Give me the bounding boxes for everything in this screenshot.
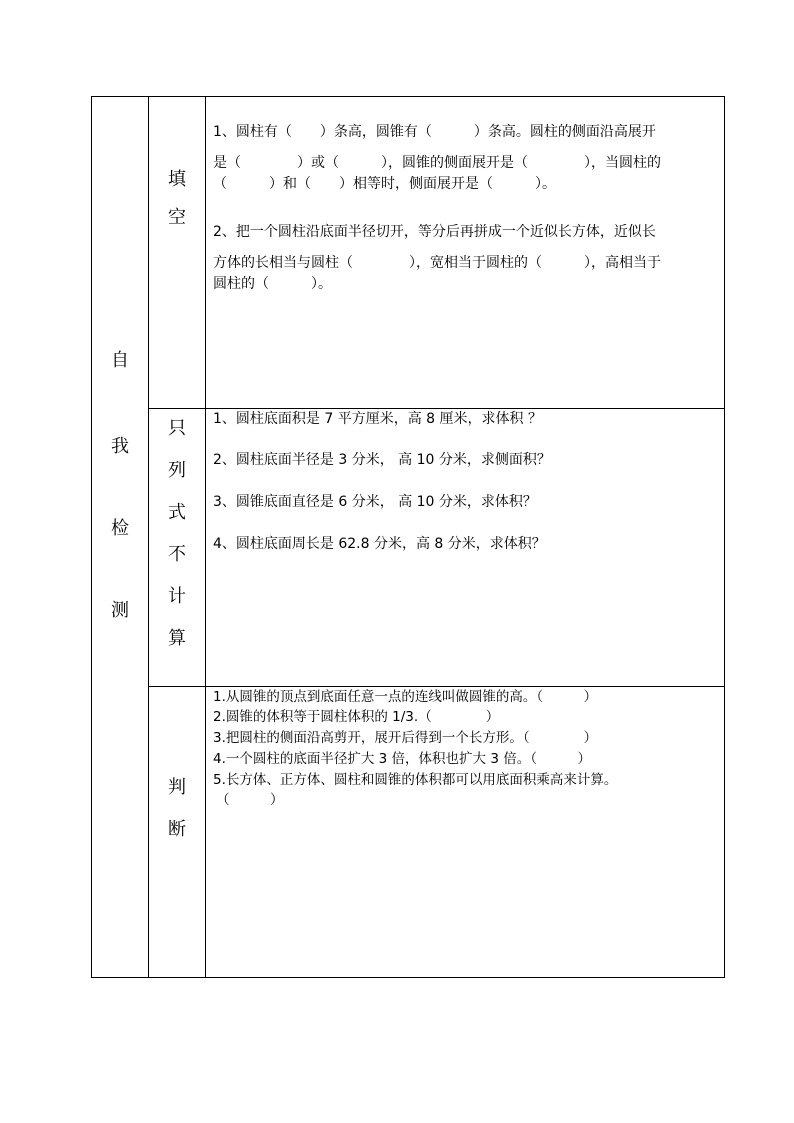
category-char: 列 bbox=[168, 460, 186, 481]
judge-item: 1.从圆锥的顶点到底面任意一点的连线叫做圆锥的高。（ ） bbox=[213, 689, 598, 705]
fill-blank-q2-line: 圆柱的（ ）。 bbox=[213, 276, 332, 292]
section-label-char: 我 bbox=[111, 436, 129, 457]
judge-item: 5.长方体、正方体、圆柱和圆锥的体积都可以用底面积乘高来计算。 bbox=[213, 772, 618, 788]
judge-item-answer: （ ） bbox=[216, 792, 284, 808]
formula-item: 2、圆柱底面半径是 3 分米， 高 10 分米，求侧面积？ bbox=[213, 452, 551, 468]
category-char: 算 bbox=[168, 628, 186, 649]
judge-item: 2.圆锥的体积等于圆柱体积的 1/3.（ ） bbox=[213, 709, 500, 725]
category-char: 填 bbox=[168, 169, 186, 190]
fill-blank-q1-line: 1、圆柱有（ ）条高，圆锥有（ ）条高。圆柱的侧面沿高展开 bbox=[213, 124, 656, 140]
category-char: 断 bbox=[168, 819, 186, 840]
formula-item: 3、圆锥底面直径是 6 分米， 高 10 分米，求体积？ bbox=[213, 494, 537, 510]
fill-blank-q1-line: 是（ ）或（ ），圆锥的侧面展开是（ ），当圆柱的 bbox=[213, 155, 661, 171]
table-divider-row1 bbox=[148, 408, 725, 409]
category-char: 式 bbox=[168, 502, 186, 523]
category-char: 不 bbox=[168, 544, 186, 565]
category-judge bbox=[149, 779, 205, 839]
category-char: 判 bbox=[168, 777, 186, 798]
fill-blank-q2-line: 方体的长相当与圆柱（ ），宽相当于圆柱的（ ），高相当于 bbox=[213, 255, 661, 271]
formula-item: 4、圆柱底面周长是 62.8 分米，高 8 分米，求体积？ bbox=[213, 536, 546, 552]
section-label-char: 自 bbox=[111, 350, 129, 371]
category-fill-blank bbox=[149, 171, 205, 227]
section-label-char: 检 bbox=[111, 518, 129, 539]
table-divider-row2 bbox=[148, 686, 725, 687]
formula-item: 1、圆柱底面积是 7 平方厘米，高 8 厘米，求体积 ？ bbox=[213, 411, 542, 427]
section-label bbox=[92, 352, 148, 620]
category-formula-only bbox=[149, 420, 205, 648]
category-char: 计 bbox=[168, 586, 186, 607]
category-char: 空 bbox=[168, 207, 186, 228]
fill-blank-q1-line: （ ）和（ ）相等时，侧面展开是（ ）。 bbox=[213, 176, 556, 192]
section-label-char: 测 bbox=[111, 600, 129, 621]
table-border-right bbox=[724, 96, 725, 978]
table-border-top bbox=[91, 96, 725, 97]
category-char: 只 bbox=[168, 418, 186, 439]
fill-blank-q2-line: 2、把一个圆柱沿底面半径切开，等分后再拼成一个近似长方体，近似长 bbox=[213, 224, 656, 240]
table-border-bottom bbox=[91, 977, 725, 978]
table-divider-col2 bbox=[205, 96, 206, 978]
judge-item: 4.一个圆柱的底面半径扩大 3 倍，体积也扩大 3 倍。（ ） bbox=[213, 751, 591, 767]
judge-item: 3.把圆柱的侧面沿高剪开，展开后得到一个长方形。（ ） bbox=[213, 730, 598, 746]
